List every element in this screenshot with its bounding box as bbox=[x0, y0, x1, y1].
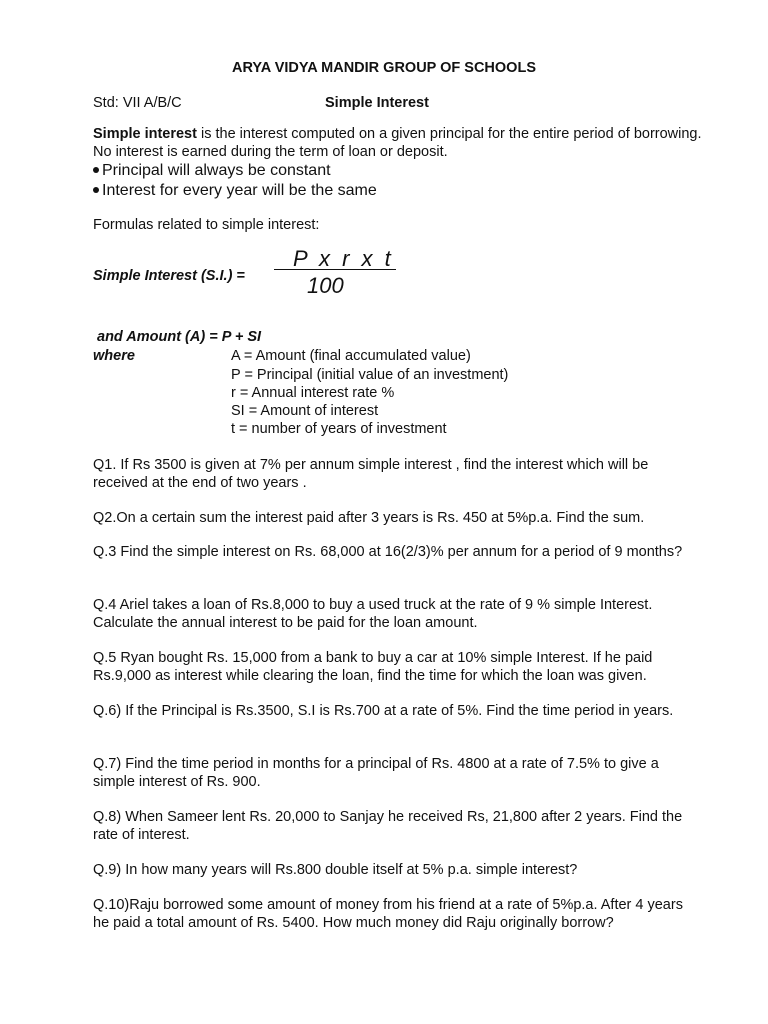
formula-numerator: P x r x t bbox=[293, 246, 394, 271]
intro-paragraph bbox=[93, 125, 703, 161]
amount-formula: and Amount (A) = P + SI bbox=[97, 329, 262, 345]
definition-si: SI = Amount of interest bbox=[231, 403, 379, 419]
intro-term: Simple interest bbox=[93, 126, 197, 142]
intro-definition: is the interest computed on a given principal for the entire period of borrowing. No interest is earned during the term of loan or deposit. bbox=[93, 126, 702, 160]
bullet-item-interest: Interest for every year will be the same bbox=[93, 181, 377, 200]
question-10: Q.10)Raju borrowed some amount of money from his friend at a rate of 5%p.a. After 4 years he paid a total amount of Rs. 5400. How much money did Raju originally borrow? bbox=[93, 897, 683, 931]
question-8: Q.8) When Sameer lent Rs. 20,000 to Sanjay he received Rs, 21,800 after 2 years. Find the rate of interest. bbox=[93, 809, 683, 843]
question-5: Q.5 Ryan bought Rs. 15,000 from a bank to buy a car at 10% simple Interest. If he paid Rs.9,000 as interest while clearing the loan, find the time for which the loan was given. bbox=[93, 650, 653, 684]
question-6: Q.6) If the Principal is Rs.3500, S.I is Rs.700 at a rate of 5%. Find the time period in years. bbox=[93, 703, 674, 719]
question-2: Q2.On a certain sum the interest paid after 3 years is Rs. 450 at 5%p.a. Find the sum. bbox=[93, 510, 645, 526]
bullet-item-principal: Principal will always be constant bbox=[93, 161, 331, 180]
question-7: Q.7) Find the time period in months for a principal of Rs. 4800 at a rate of 7.5% to give a simple interest of Rs. 900. bbox=[93, 756, 659, 790]
formula-denominator: 100 bbox=[307, 273, 344, 298]
question-3: Q.3 Find the simple interest on Rs. 68,000 at 16(2/3)% per annum for a period of 9 months? bbox=[93, 544, 683, 560]
definition-rate: r = Annual interest rate % bbox=[231, 385, 395, 401]
topic-title: Simple Interest bbox=[325, 95, 429, 111]
question-4: Q.4 Ariel takes a loan of Rs.8,000 to buy a used truck at the rate of 9 % simple Interest. Calculate the annual interest to be paid for the loan amount. bbox=[93, 597, 653, 631]
definition-principal: P = Principal (initial value of an investment) bbox=[231, 367, 509, 383]
bullet-icon bbox=[93, 187, 99, 193]
si-formula-label: Simple Interest (S.I.) = bbox=[93, 268, 245, 284]
school-title: ARYA VIDYA MANDIR GROUP OF SCHOOLS bbox=[231, 60, 536, 76]
where-label: where bbox=[93, 348, 135, 364]
definition-amount: A = Amount (final accumulated value) bbox=[231, 348, 471, 364]
std-label: Std: VII A/B/C bbox=[93, 95, 182, 111]
question-1: Q1. If Rs 3500 is given at 7% per annum simple interest , find the interest which will be received at the end of two years . bbox=[93, 457, 649, 491]
formulas-heading: Formulas related to simple interest: bbox=[93, 217, 320, 233]
question-9: Q.9) In how many years will Rs.800 double itself at 5% p.a. simple interest? bbox=[93, 862, 578, 878]
fraction-bar bbox=[274, 269, 396, 270]
definition-time: t = number of years of investment bbox=[231, 421, 447, 437]
bullet-icon bbox=[93, 167, 99, 173]
